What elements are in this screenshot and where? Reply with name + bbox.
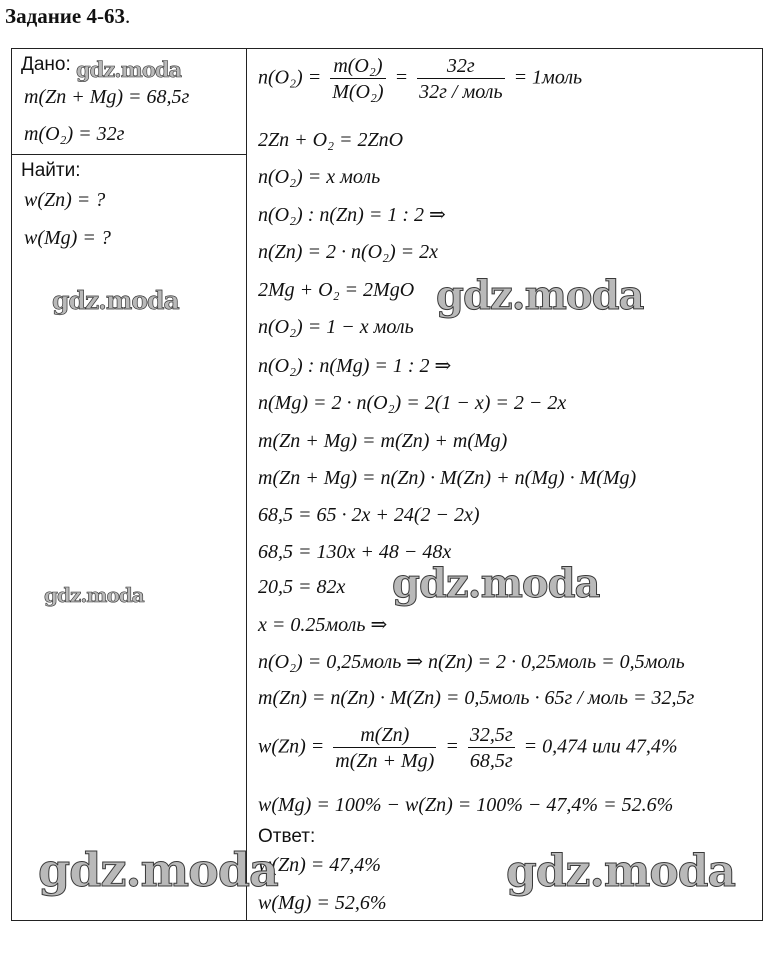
watermark: gdz.moda: [44, 583, 144, 607]
find-line: w(Mg) = ?: [24, 227, 111, 249]
solution-line: n(O₂) = x моль: [258, 166, 381, 188]
given-find-divider: [11, 154, 247, 155]
solution-line: n(O₂) : n(Mg) = 1 : 2 ⇒: [258, 355, 452, 377]
given-line: m(Zn + Mg) = 68,5г: [24, 86, 190, 108]
solution-line: x = 0.25моль ⇒: [258, 614, 388, 636]
task-title: Задание 4-63.: [5, 4, 131, 28]
answer-line: w(Mg) = 52,6%: [258, 892, 387, 914]
fraction: [333, 725, 436, 771]
watermark: gdz.moda: [38, 843, 278, 897]
solution-line: 2Zn + O₂ = 2ZnO: [258, 129, 404, 151]
numerator: m(O₂): [330, 56, 385, 79]
table-bottom-border: [11, 920, 763, 921]
fraction: [330, 56, 385, 102]
fraction: [417, 56, 504, 102]
solution-line: m(Zn + Mg) = m(Zn) + m(Mg): [258, 430, 508, 452]
expr-rhs: = 0,474 или 47,4%: [523, 735, 678, 758]
solution-line-fraction-1: [258, 56, 582, 102]
watermark: gdz.moda: [506, 846, 736, 897]
find-label: Найти:: [21, 160, 81, 181]
fraction: [468, 725, 515, 771]
watermark: gdz.moda: [436, 272, 644, 319]
find-line: w(Zn) = ?: [24, 189, 106, 211]
numerator: m(Zn): [333, 725, 436, 748]
solution-line: n(Mg) = 2 · n(O₂) = 2(1 − x) = 2 − 2x: [258, 392, 567, 414]
solution-line: n(O₂) = 0,25моль ⇒ n(Zn) = 2 · 0,25моль = 0,5моль: [258, 651, 685, 673]
solution-line: n(O₂) : n(Zn) = 1 : 2 ⇒: [258, 204, 446, 226]
solution-line: 68,5 = 65 · 2x + 24(2 − 2x): [258, 504, 480, 526]
solution-line: n(O₂) = 1 − x моль: [258, 316, 414, 338]
denominator: 32г / моль: [419, 81, 503, 103]
given-label: Дано:: [21, 54, 71, 75]
solution-line: w(Mg) = 100% − w(Zn) = 100% − 47,4% = 52.6%: [258, 794, 674, 816]
solution-line: 68,5 = 130x + 48 − 48x: [258, 541, 452, 563]
equals: =: [445, 735, 459, 758]
equals: =: [394, 66, 409, 89]
solution-line: m(Zn + Mg) = n(Zn) · M(Zn) + n(Mg) · M(Mg): [258, 467, 637, 489]
given-line: m(O₂) = 32г: [24, 123, 125, 145]
denominator: M(O₂): [332, 81, 384, 103]
solution-line: 20,5 = 82x: [258, 576, 346, 598]
solution-line: m(Zn) = n(Zn) · M(Zn) = 0,5моль · 65г / моль = 32,5г: [258, 687, 695, 709]
expr-lhs: n(O₂) =: [258, 66, 322, 89]
solution-line-fraction-2: [258, 725, 678, 771]
denominator: m(Zn + Mg): [335, 750, 435, 772]
answer-label: Ответ:: [258, 826, 316, 847]
numerator: 32,5г: [469, 724, 513, 746]
solution-line: n(Zn) = 2 · n(O₂) = 2x: [258, 241, 439, 263]
expr-lhs: w(Zn) =: [258, 735, 325, 758]
expr-rhs: = 1моль: [513, 66, 583, 89]
denominator: 68,5г: [469, 750, 513, 772]
watermark: gdz.moda: [392, 560, 600, 607]
numerator: 32г: [417, 56, 504, 79]
answer-line: w(Zn) = 47,4%: [258, 854, 381, 876]
watermark: gdz.moda: [76, 57, 182, 82]
watermark: gdz.moda: [52, 286, 179, 315]
solution-line: 2Mg + O₂ = 2MgO: [258, 279, 415, 301]
column-divider: [246, 48, 247, 921]
